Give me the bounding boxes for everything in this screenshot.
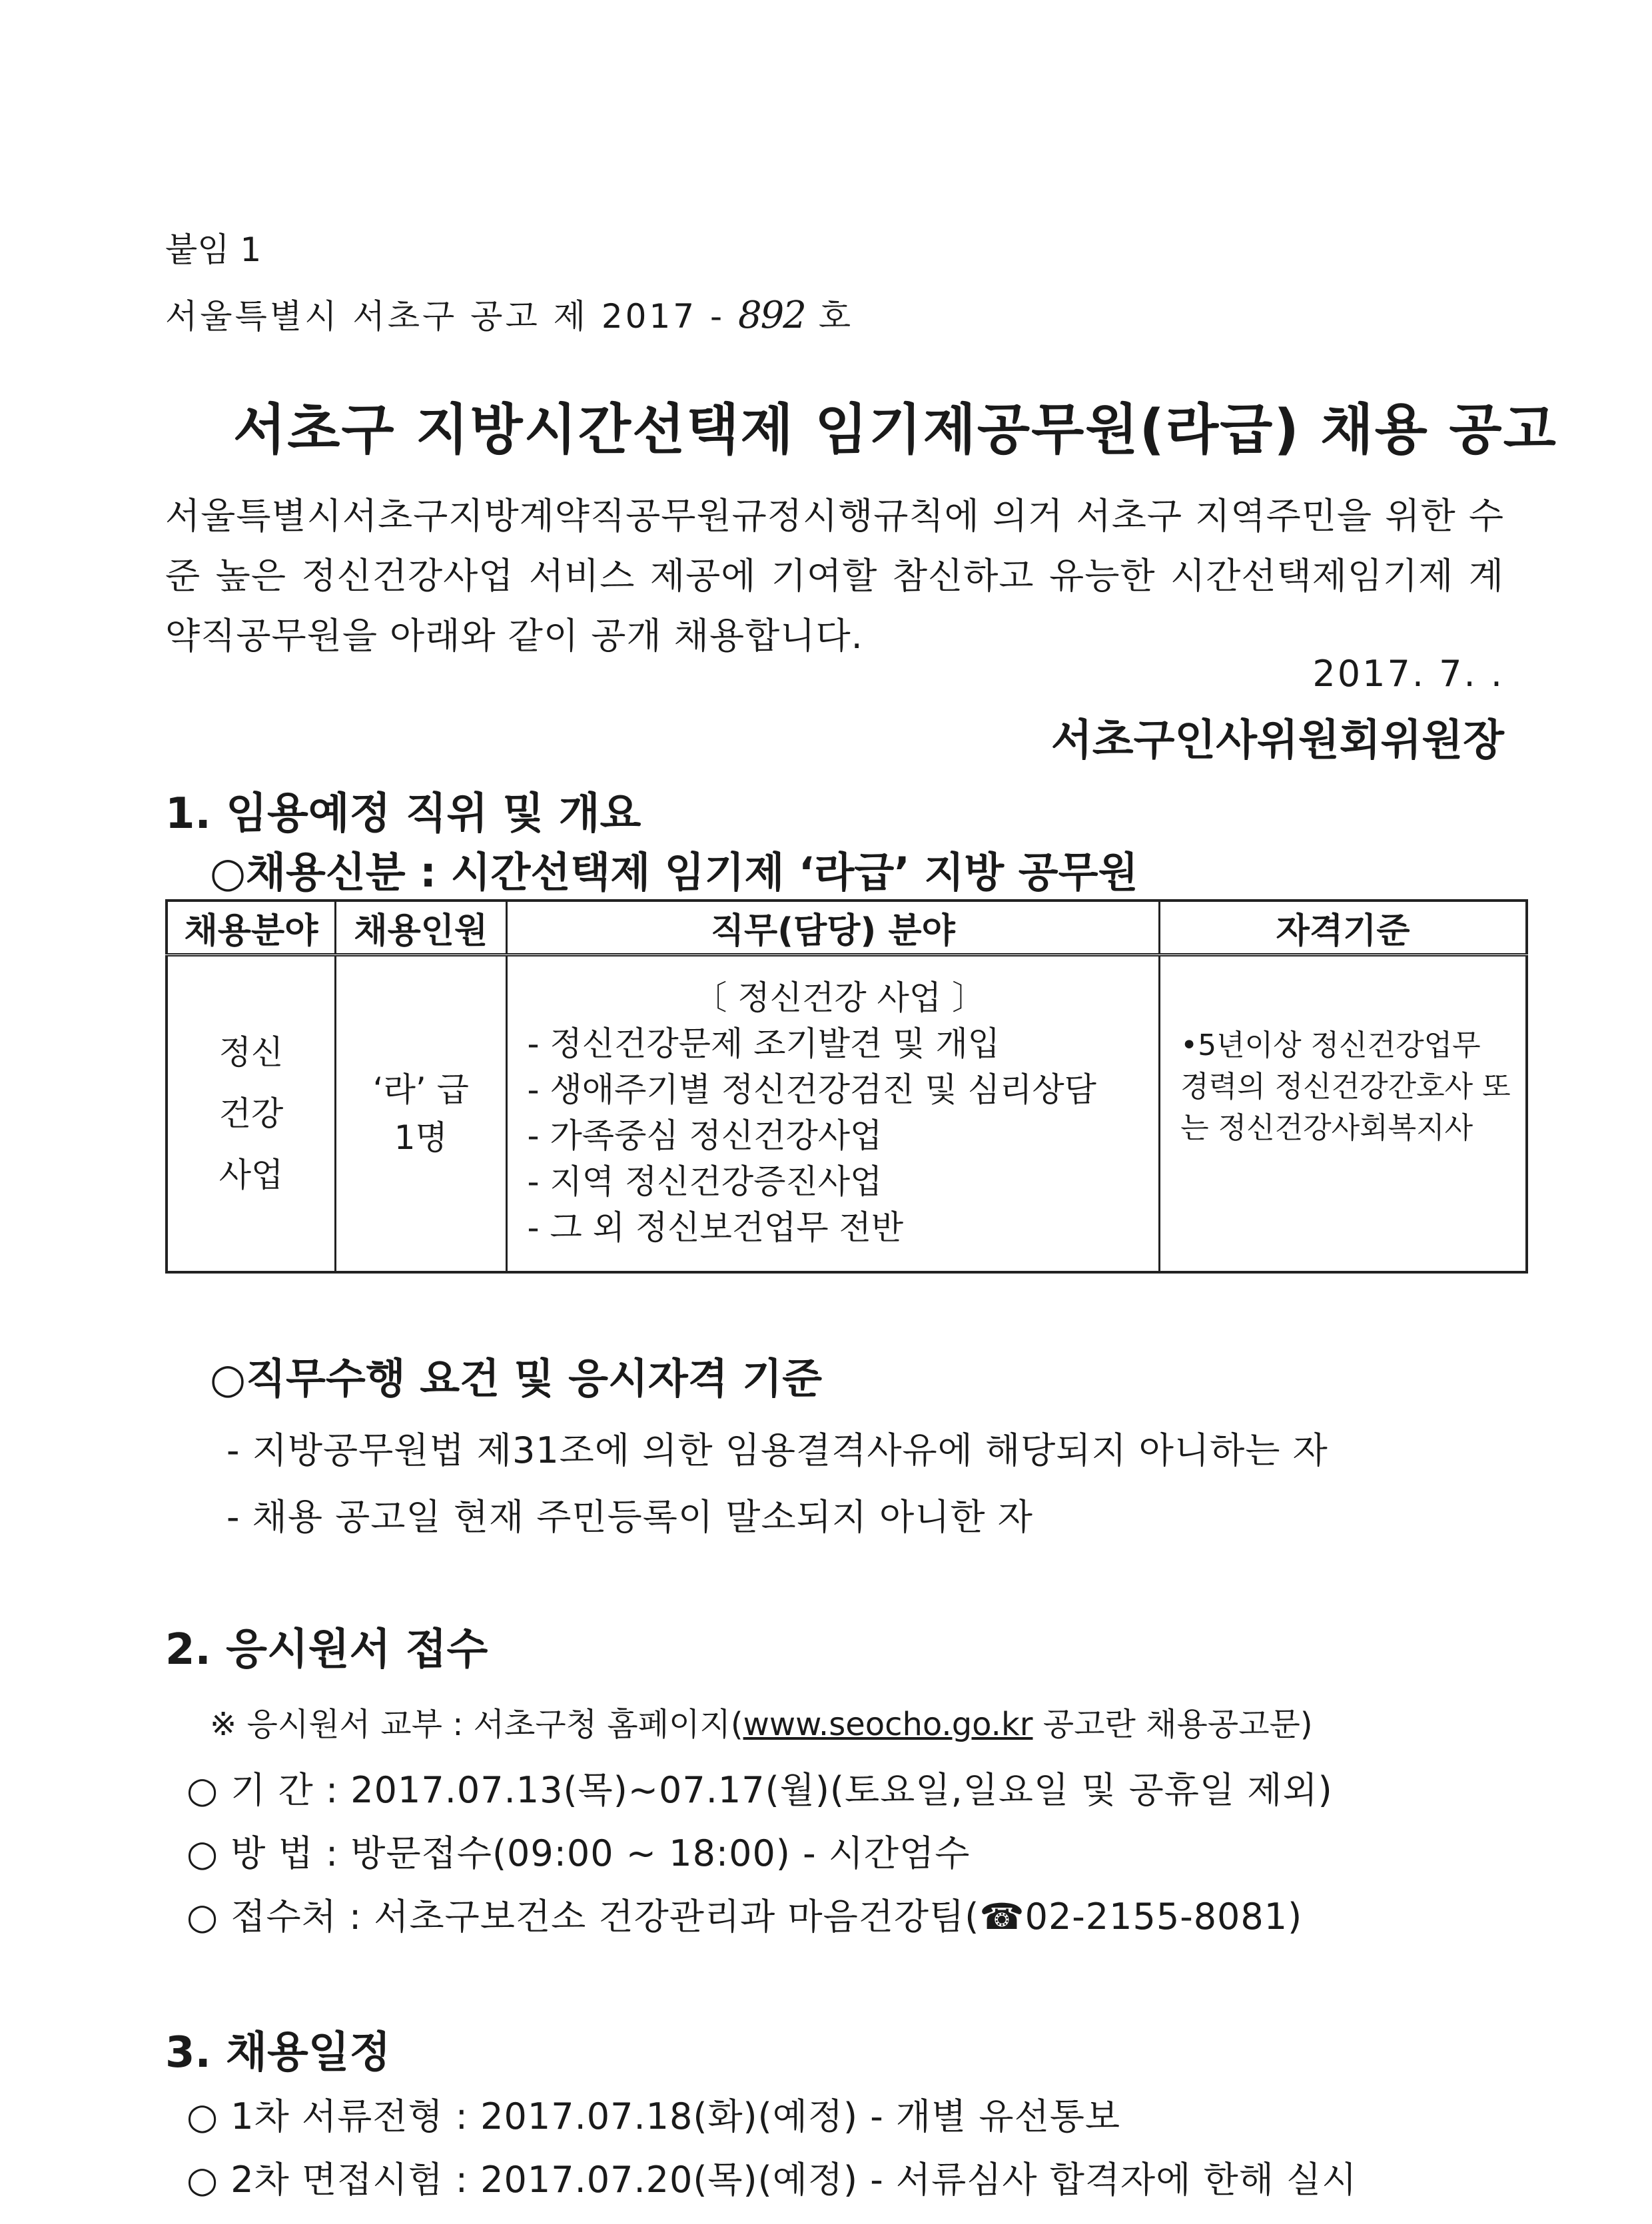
notice-number-line <box>165 290 853 338</box>
duty-item: - 정신건강문제 조기발견 및 개입 <box>527 1024 1001 1063</box>
notice-suffix: 호 <box>818 297 854 336</box>
header-field: 채용분야 <box>167 901 336 955</box>
note-suffix: 공고란 채용공고문) <box>1032 1706 1313 1743</box>
note-prefix: ※ 응시원서 교부 : 서초구청 홈페이지( <box>210 1706 743 1743</box>
section2-heading: 2. 응시원서 접수 <box>165 1625 488 1674</box>
duty-category: 〔 정신건강 사업 〕 <box>693 978 986 1017</box>
schedule-item: ○ 1차 서류전형 : 2017.07.18(화)(예정) - 개별 유선통보 <box>187 2095 1121 2137</box>
notice-number-handwritten: 892 <box>737 294 805 337</box>
requirement-item: - 지방공무원법 제31조에 의한 임용결격사유에 해당되지 아니하는 자 <box>226 1429 1328 1471</box>
section3-heading: 3. 채용일정 <box>165 2028 391 2077</box>
field-line: 사업 <box>218 1156 284 1194</box>
cell-field <box>167 955 336 1273</box>
notice-date: 2017. 7. . <box>1312 653 1504 695</box>
table-header-row <box>167 901 1527 955</box>
requirement-item: - 채용 공고일 현재 주민등록이 말소되지 아니한 자 <box>226 1496 1033 1538</box>
header-duty: 직무(담당) 분야 <box>506 901 1160 955</box>
schedule-item: ○ 2차 면접시험 : 2017.07.20(목)(예정) - 서류심사 합격자에 한해 실시 <box>187 2159 1358 2201</box>
header-count: 채용인원 <box>336 901 506 955</box>
duty-item: - 그 외 정신보건업무 전반 <box>527 1208 904 1247</box>
header-qualification: 자격기준 <box>1160 901 1527 955</box>
field-line: 정신 <box>218 1033 284 1072</box>
application-note <box>210 1698 1313 1744</box>
intro-paragraph: 서울특별시서초구지방계약직공무원규정시행규칙에 의거 서초구 지역주민을 위한 수준 높은 정신건강사업 서비스 제공에 기여할 참신하고 유능한 시간선택제임기제 계약직공무원을 아래와 같이 공개 채용합니다. <box>165 495 1504 657</box>
application-method: ○ 방 법 : 방문접수(09:00 ~ 18:00) - 시간엄수 <box>187 1832 971 1874</box>
homepage-link[interactable]: www.seocho.go.kr <box>743 1706 1033 1743</box>
notice-prefix: 서울특별시 서초구 공고 제 2017 - <box>165 297 725 336</box>
cell-duty <box>506 955 1160 1273</box>
field-line: 건강 <box>218 1094 284 1133</box>
table-row <box>167 955 1527 1273</box>
employment-status: ○채용신분 : 시간선택제 임기제 ‘라급’ 지방 공무원 <box>210 848 1138 897</box>
signer: 서초구인사위원회위원장 <box>1050 716 1504 765</box>
recruitment-table <box>165 899 1528 1274</box>
count-number: 1명 <box>394 1118 448 1157</box>
requirements-heading: ○직무수행 요건 및 응시자격 기준 <box>210 1354 823 1403</box>
application-period: ○ 기 간 : 2017.07.13(목)~07.17(월)(토요일,일요일 및 공휴일 제외) <box>187 1769 1333 1811</box>
section1-heading: 1. 임용예정 직위 및 개요 <box>165 789 641 839</box>
count-grade: ‘라’ 급 <box>372 1070 469 1109</box>
cell-count <box>336 955 506 1273</box>
duty-item: - 생애주기별 정신건강검진 및 심리상담 <box>527 1070 1096 1109</box>
duty-item: - 지역 정신건강증진사업 <box>527 1162 883 1201</box>
page-title: 서초구 지방시간선택제 임기제공무원(라급) 채용 공고 <box>233 398 1557 462</box>
application-office: ○ 접수처 : 서초구보건소 건강관리과 마음건강팀(☎02-2155-8081) <box>187 1896 1303 1938</box>
attachment-label: 붙임 1 <box>165 230 262 269</box>
cell-qualification: •5년이상 정신건강업무 경력의 정신건강간호사 또는 정신건강사회복지사 <box>1160 955 1527 1273</box>
duty-item: - 가족중심 정신건강사업 <box>527 1116 883 1155</box>
